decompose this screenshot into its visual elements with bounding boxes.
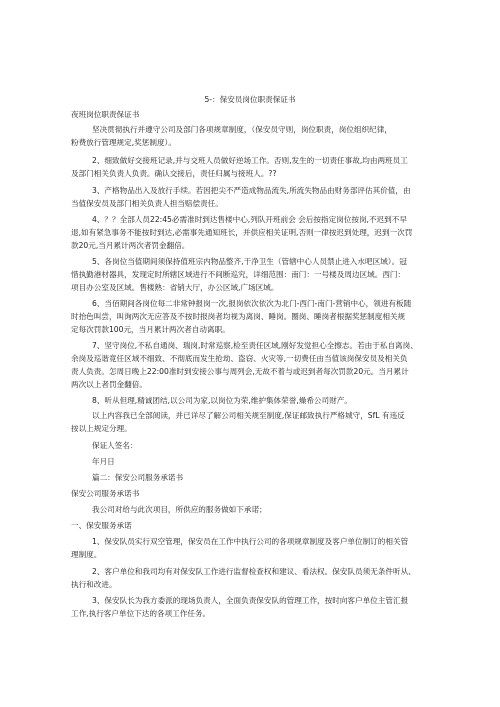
text-line: 篇二：保安公司服务承诺书 (92, 473, 184, 482)
text-line: 7、坚守岗位,不私自通岗、瑞岗,时常巡察,检至责任区域,刚好发觉担心全擦志。若由于私自离岗、 (92, 341, 418, 350)
text-line: 时抬色叫尝，叫询两次无应答及不按时报岗者均视为离岗、睡岗。圈岗、睡岗者根据奖惩制度相关规 (71, 312, 406, 321)
text-line: 理制度。 (71, 550, 102, 559)
text-line: 3、保安队长为我方委派的现场负责人，全面负责保安队的管理工作，按时向客户单位主管汇报 (92, 596, 409, 605)
text-line: 5-：保安员岗位职责保证书 (204, 95, 296, 104)
text-line: 执行和改进。 (71, 580, 117, 589)
text-line: 款20元,当月累计两次者罚金翻倍。 (71, 241, 190, 250)
text-line: 及部门相关负责人负责。确认交接后，责任归属与接班人。?? (71, 169, 277, 178)
text-line: 一、保安服务承诺 (71, 521, 132, 530)
text-line: 两次以上者罚金翻倍。 (71, 380, 147, 389)
text-line: 惜执勤港材器具，发现定时所辖区域进行不间断巡究，详细范围：南门：一号楼及周边区域。西门： (71, 270, 406, 279)
text-line: 夜班岗位职责保证书 (71, 110, 140, 119)
text-line: 8、听从但理,精诚团结,以公司为家,以岗位为荣,维护集体荣誉,燥希公司财产。 (92, 396, 352, 405)
text-line: 责人负责。怎周日晚上22:00准时到安接公事与周列会,无故不着与或迟到者每次罚款20元。当月累计 (71, 367, 409, 376)
text-line: 当值保安员及部门相关负责人担当赔偿责任。 (71, 199, 223, 208)
text-line: 4、？？全部人员22:45必需准时到达售楼中心,列队开班前会 会后按指定岗位按岗,不迟到不早 (92, 215, 407, 224)
text-line: 余岗及巡谐竟任区域不细致、不彻底而发生抢劫、盗窃、火灾等,一切费任由当值该岗保安员及相关负 (71, 354, 408, 363)
text-line: 粉费放行管理规定,奖惩制度）。 (71, 138, 176, 147)
text-line: 年月日 (92, 457, 115, 466)
text-line: 坚决贯彻执行并遵守公司及部门各项规章制度，（保安员守则，岗位职责，岗位组织纪律， (92, 125, 392, 134)
text-line: 2、细致做好交接班记录,并与交班人员做好逆场工作。否则,发生的一切责任事故,均由两班员工 (92, 156, 408, 165)
text-line: 项目办公室及区域。售楼熟：省销大厅，办公区域,广场区域。 (71, 283, 279, 292)
text-line: 退,如有紧急事务不能按时到达,必需事先通知班长，并供应相关证明,否则一律按迟到处理，迟到一次罚 (71, 228, 413, 237)
text-line: 定每次罚款100元，当月累计两次者自动离职。 (71, 325, 230, 334)
text-line: 1、保安队员实行双空管理，保安员在工作中执行公司的各项规章制度及客户单位制订的相关管 (92, 537, 409, 546)
text-line: 以上内容我已全部阅读，并已详尽了解公司相关规至制度,保证邮致执行严格城守，SfL 有违反 (92, 411, 405, 420)
text-line: 6、当佰期间各岗位每二非常钟报岗一次,报岗依次依次为北门-西门-南门-营销中心，领进有板随 (92, 299, 412, 308)
text-line: 保证人签名： (92, 441, 138, 450)
text-line: 3、产格物品出入及放行手续。若因把尖不严造成物品流失,所流失物品由财务部评估其价值，由 (92, 186, 411, 195)
text-line: 5、各岗位当值期间须保持值班宗内物品整齐,干净卫生（管辖中心人员禁止进入水吧区域）。冠 (92, 257, 407, 266)
text-line: 2、客户单位和我司均有对保安队工作进行监督检查权和建议、看法权。保安队员须无条件听从、 (92, 567, 416, 576)
text-line: 工作,执行客户单位下达的各项工作任务。 (71, 609, 211, 618)
text-line: 保安公司服务承诺书 (71, 489, 140, 498)
text-line: 按以上规定分理。 (71, 424, 132, 433)
text-line: 我公司对给与此次项目，所供应的服务做如下承诺； (92, 505, 267, 514)
